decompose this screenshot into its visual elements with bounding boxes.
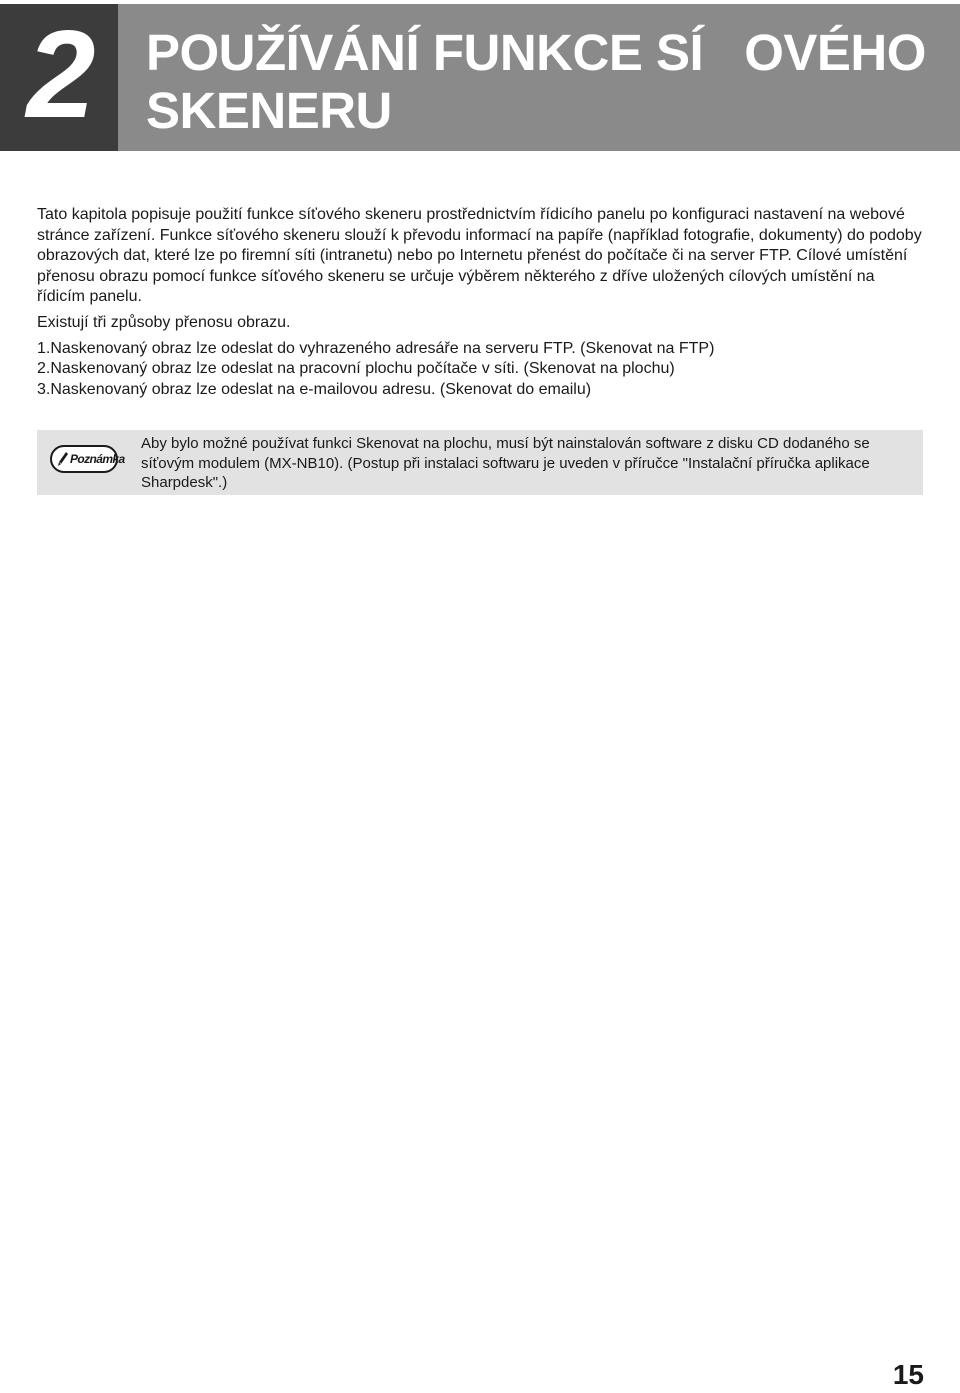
- note-badge: [50, 445, 125, 473]
- note-box: [37, 430, 923, 495]
- chapter-header: [0, 4, 960, 151]
- methods-intro: Existují tři způsoby přenosu obrazu.: [37, 313, 291, 331]
- list-item: 1.Naskenovaný obraz lze odeslat do vyhrazeného adresáře na serveru FTP. (Skenovat na FTP): [37, 339, 715, 357]
- pencil-icon: [57, 451, 69, 467]
- note-label: Poznámka: [70, 452, 125, 466]
- chapter-number-box: [0, 4, 118, 151]
- page-number: 15: [892, 1359, 924, 1390]
- note-text: Aby bylo možné používat funkci Skenovat na plochu, musí být nainstalován software z disku CD dodaného se síťovým modulem (MX-NB10). (Postup při instalaci softwaru je uveden v příručce "Instalační příručka aplikace Sharpdesk".): [141, 435, 870, 491]
- chapter-body: [37, 205, 925, 400]
- chapter-number: 2: [26, 6, 92, 144]
- intro-paragraph: Tato kapitola popisuje použití funkce síťového skeneru prostřednictvím řídicího panelu po konfiguraci nastavení na webové stránce zařízení. Funkce síťového skeneru slouží k převodu informací na papíře (například fotografie, dokumenty) do podoby obrazových dat, které lze po firemní síti (intranetu) nebo po Internetu přenést do počítače či na server FTP. Cílové umístění přenosu obrazu pomocí funkce síťového skeneru se určuje výběrem některého z dříve uložených cílových umístění na řídicím panelu.: [37, 206, 922, 306]
- chapter-title-line2: SKENERU: [146, 82, 392, 139]
- list-item: 2.Naskenovaný obraz lze odeslat na pracovní plochu počítače v síti. (Skenovat na plochu): [37, 360, 675, 378]
- chapter-title-line1: POUŽÍVÁNÍ FUNKCE SÍ OVÉHO: [146, 24, 926, 81]
- methods-list: [37, 339, 925, 401]
- chapter-title: [146, 24, 946, 140]
- list-item: 3.Naskenovaný obraz lze odeslat na e-mailovou adresu. (Skenovat do emailu): [37, 380, 592, 398]
